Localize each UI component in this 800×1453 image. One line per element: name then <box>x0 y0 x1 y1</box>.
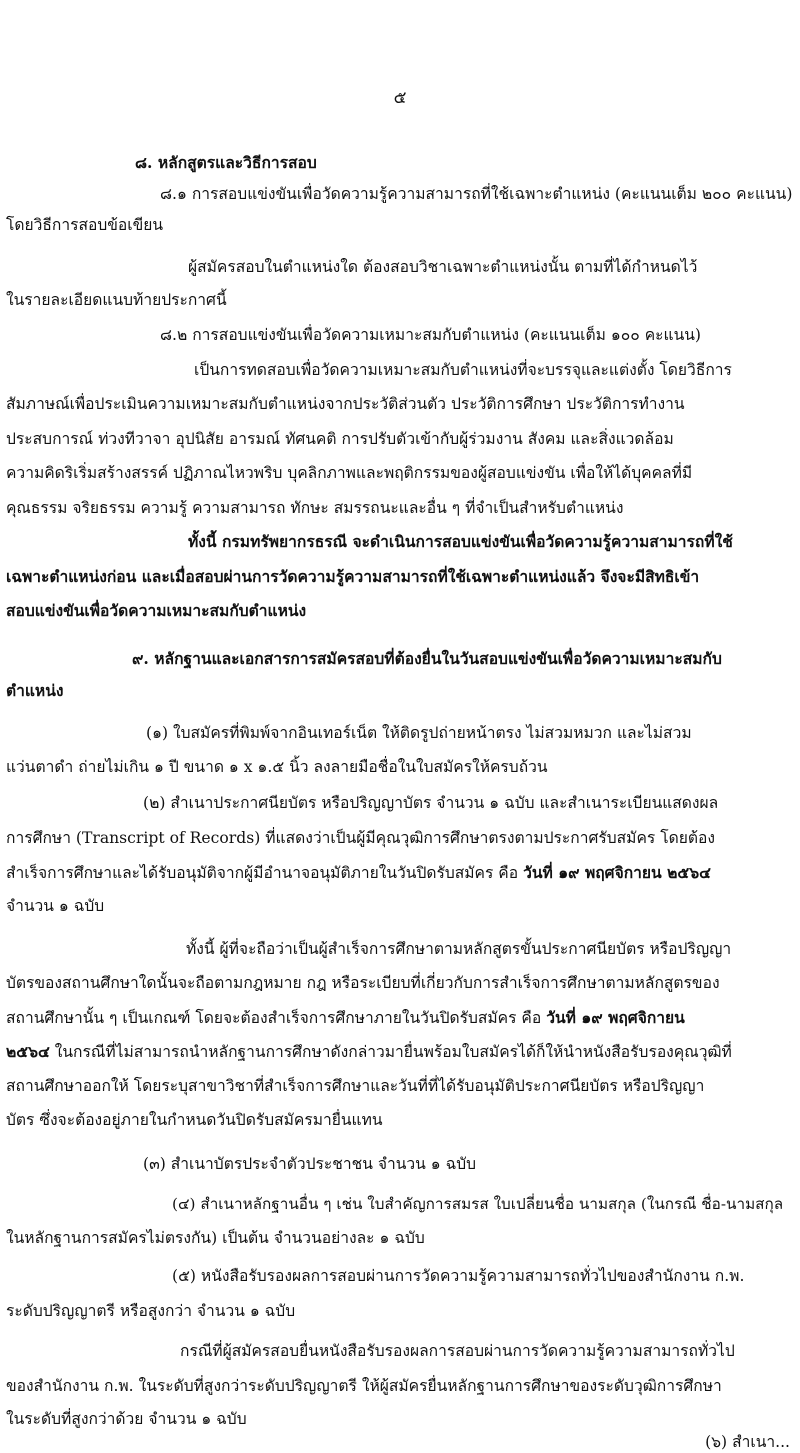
text-line: ในรายละเอียดแนบท้ายประกาศนี้ <box>6 291 227 309</box>
text-line: ผู้สมัครสอบในตำแหน่งใด ต้องสอบวิชาเฉพาะตำแหน่งนั้น ตามที่ได้กำหนดไว้ <box>188 258 698 276</box>
text-line: ๒๕๖๔ ในกรณีที่ไม่สามารถนำหลักฐานการศึกษาดังกล่าวมายื่นพร้อมใบสมัครได้ก็ให้นำหนังสือรับรองคุณวุฒิที่ <box>6 1042 732 1061</box>
text-line: ระดับปริญญาตรี หรือสูงกว่า จำนวน ๑ ฉบับ <box>6 1302 296 1320</box>
text-line: ของสำนักงาน ก.พ. ในระดับที่สูงกว่าระดับปริญญาตรี ให้ผู้สมัครยื่นหลักฐานการศึกษาของระดับวุฒิการศึกษา <box>6 1377 722 1395</box>
text-line: ในหลักฐานการสมัครไม่ตรงกัน) เป็นต้น จำนวนอย่างละ ๑ ฉบับ <box>6 1229 425 1247</box>
text-line: คุณธรรม จริยธรรม ความรู้ ความสามารถ ทักษะ สมรรถนะและอื่น ๆ ที่จำเป็นสำหรับตำแหน่ง <box>6 499 624 517</box>
text-line: ๘.๒ การสอบแข่งขันเพื่อวัดความเหมาะสมกับตำแหน่ง (คะแนนเต็ม ๑๐๐ คะแนน) <box>160 326 702 344</box>
text-line: ความคิดริเริ่มสร้างสรรค์ ปฏิภาณไหวพริบ บุคลิกภาพและพฤติกรรมของผู้สอบแข่งขัน เพื่อให้ได้บุคคลที่มี <box>6 464 693 482</box>
text-line: กรณีที่ผู้สมัครสอบยื่นหนังสือรับรองผลการสอบผ่านการวัดความรู้ความสามารถทั่วไป <box>180 1342 735 1360</box>
text-line: (๑) ใบสมัครที่พิมพ์จากอินเทอร์เน็ต ให้ติดรูปถ่ายหน้าตรง ไม่สวมหมวก และไม่สวม <box>146 724 692 742</box>
text-line: (๕) หนังสือรับรองผลการสอบผ่านการวัดความรู้ความสามารถทั่วไปของสำนักงาน ก.พ. <box>172 1267 745 1285</box>
section-9-heading: ๙. หลักฐานและเอกสารการสมัครสอบที่ต้องยื่นในวันสอบแข่งขันเพื่อวัดความเหมาะสมกับ <box>132 649 722 668</box>
text-line: ทั้งนี้ ผู้ที่จะถือว่าเป็นผู้สำเร็จการศึกษาตามหลักสูตรขั้นประกาศนียบัตร หรือปริญญา <box>186 940 732 958</box>
text-line: (๔) สำเนาหลักฐานอื่น ๆ เช่น ใบสำคัญการสมรส ใบเปลี่ยนชื่อ นามสกุล (ในกรณี ชื่อ-นามสกุล <box>172 1195 784 1213</box>
text-line: บัตรของสถานศึกษาใดนั้นจะถือตามกฎหมาย กฎ หรือระเบียบที่เกี่ยวกับการสำเร็จการศึกษาตามหลักสูตรของ <box>6 974 720 992</box>
text-line: เฉพาะตำแหน่งก่อน และเมื่อสอบผ่านการวัดความรู้ความสามารถที่ใช้เฉพาะตำแหน่งแล้ว จึงจะมีสิทธิเข้า <box>6 567 700 586</box>
text-line: เป็นการทดสอบเพื่อวัดความเหมาะสมกับตำแหน่งที่จะบรรจุและแต่งตั้ง โดยวิธีการ <box>194 361 732 379</box>
text-line: ในระดับที่สูงกว่าด้วย จำนวน ๑ ฉบับ <box>6 1410 247 1428</box>
text-line: การศึกษา (Transcript of Records) ที่แสดงว่าเป็นผู้มีคุณวุฒิการศึกษาตรงตามประกาศรับสมัคร โดยต้อง <box>6 829 715 847</box>
text-line: สัมภาษณ์เพื่อประเมินความเหมาะสมกับตำแหน่งจากประวัติส่วนตัว ประวัติการศึกษา ประวัติการทำงาน <box>6 395 685 413</box>
text-line: โดยวิธีการสอบข้อเขียน <box>6 216 164 234</box>
text-line: สถานศึกษานั้น ๆ เป็นเกณฑ์ โดยจะต้องสำเร็จการศึกษาภายในวันปิดรับสมัคร คือ วันที่ ๑๙ พฤศจิกายน <box>6 1008 685 1027</box>
section-8-heading: ๘. หลักสูตรและวิธีการสอบ <box>135 153 317 172</box>
text-line: ๘.๑ การสอบแข่งขันเพื่อวัดความรู้ความสามารถที่ใช้เฉพาะตำแหน่ง (คะแนนเต็ม ๒๐๐ คะแนน) <box>160 185 793 203</box>
text-line: สำเร็จการศึกษาและได้รับอนุมัติจากผู้มีอำนาจอนุมัติภายในวันปิดรับสมัคร คือ วันที่ ๑๙ พฤศจิกายน ๒๕๖๔ <box>6 863 711 882</box>
text-line: (๓) สำเนาบัตรประจำตัวประชาชน จำนวน ๑ ฉบับ <box>143 1155 477 1173</box>
page-number: ๕ <box>393 88 407 108</box>
text-line: ประสบการณ์ ท่วงทีวาจา อุปนิสัย อารมณ์ ทัศนคติ การปรับตัวเข้ากับผู้ร่วมงาน สังคม และสิ่งแวดล้อม <box>6 430 674 448</box>
text-line: บัตร ซึ่งจะต้องอยู่ภายในกำหนดวันปิดรับสมัครมายื่นแทน <box>6 1111 383 1129</box>
text-line: จำนวน ๑ ฉบับ <box>6 897 105 915</box>
text-line: สถานศึกษาออกให้ โดยระบุสาขาวิชาที่สำเร็จการศึกษาและวันที่ที่ได้รับอนุมัติประกาศนียบัตร หรือปริญญา <box>6 1077 705 1095</box>
text-line: แว่นตาดำ ถ่ายไม่เกิน ๑ ปี ขนาด ๑ x ๑.๕ นิ้ว ลงลายมือชื่อในใบสมัครให้ครบถ้วน <box>6 758 548 776</box>
continuation-marker: (๖) สำเนา... <box>705 1433 790 1451</box>
text-line: (๒) สำเนาประกาศนียบัตร หรือปริญญาบัตร จำนวน ๑ ฉบับ และสำเนาระเบียนแสดงผล <box>143 794 719 812</box>
text-line: สอบแข่งขันเพื่อวัดความเหมาะสมกับตำแหน่ง <box>6 601 307 620</box>
text-line: ตำแหน่ง <box>6 681 64 700</box>
text-line: ทั้งนี้ กรมทรัพยากรธรณี จะดำเนินการสอบแข่งขันเพื่อวัดความรู้ความสามารถที่ใช้ <box>188 532 733 551</box>
